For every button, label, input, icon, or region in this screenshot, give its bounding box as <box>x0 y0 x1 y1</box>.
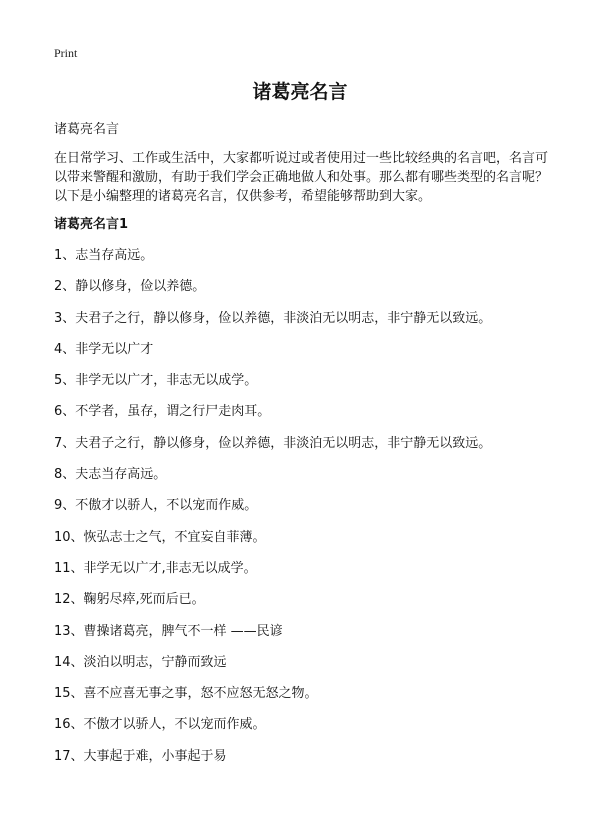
quote-item: 3、夫君子之行，静以修身，俭以养德，非淡泊无以明志，非宁静无以致远。 <box>54 310 492 326</box>
document-subtitle: 诸葛亮名言 <box>54 122 120 137</box>
quote-item: 10、恢弘志士之气，不宜妄自菲薄。 <box>54 529 266 545</box>
quote-item: 12、鞠躬尽瘁,死而后已。 <box>54 592 205 608</box>
quote-item: 11、非学无以广才,非志无以成学。 <box>54 560 257 576</box>
quote-item: 17、大事起于难，小事起于易 <box>54 748 227 764</box>
quote-item: 7、夫君子之行，静以修身，俭以养德，非淡泊无以明志，非宁静无以致远。 <box>54 435 492 451</box>
intro-paragraph: 在日常学习、工作或生活中，大家都听说过或者使用过一些比较经典的名言吧，名言可以带来警醒和激励，有助于我们学会正确地做人和处事。那么都有哪些类型的名言呢？以下是小编整理的诸葛亮名言，仅供参考，希望能够帮助到大家。 <box>54 151 549 204</box>
section-heading: 诸葛亮名言1 <box>54 217 129 232</box>
quote-item: 4、非学无以广才 <box>54 341 154 357</box>
quote-item: 13、曹操诸葛亮，脾气不一样 ——民谚 <box>54 623 283 639</box>
quote-item: 2、静以修身，俭以养德。 <box>54 279 206 295</box>
quote-item: 8、夫志当存高远。 <box>54 467 167 483</box>
quote-item: 15、喜不应喜无事之事，怒不应怒无怒之物。 <box>54 686 318 702</box>
quote-item: 16、不傲才以骄人，不以宠而作威。 <box>54 717 266 733</box>
quote-item: 1、志当存高远。 <box>54 248 154 263</box>
print-link[interactable]: Print <box>54 46 78 60</box>
quote-item: 14、淡泊以明志，宁静而致远 <box>54 654 227 670</box>
quote-item: 6、不学者，虽存，谓之行尸走肉耳。 <box>54 404 271 420</box>
quotes-list <box>54 246 554 778</box>
quote-item: 5、非学无以广才，非志无以成学。 <box>54 373 258 389</box>
quote-item: 9、不傲才以骄人，不以宠而作威。 <box>54 498 258 514</box>
document-title: 诸葛亮名言 <box>252 81 348 103</box>
